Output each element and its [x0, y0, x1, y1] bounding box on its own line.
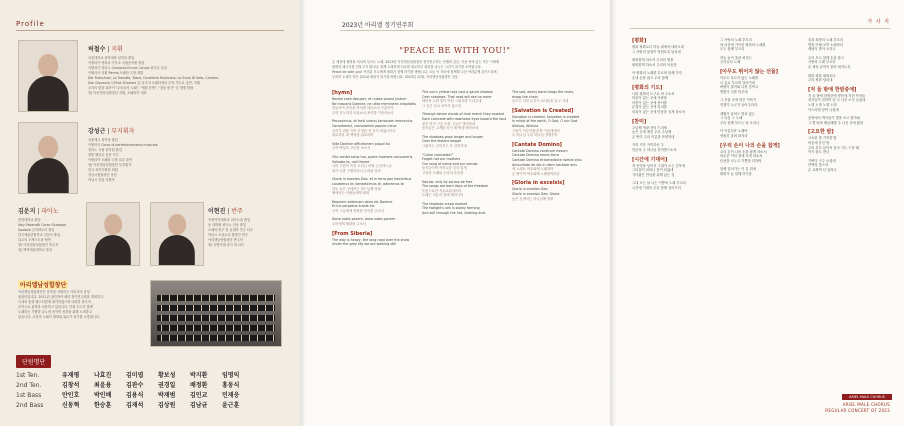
song-title: [시간에 기대어]: [632, 156, 668, 163]
portrait-body: [159, 235, 195, 266]
lyric-line: Salvabo te, noli timere: [332, 159, 370, 164]
lyric-line: And still through the hot, choking dust: [422, 211, 486, 216]
lyric-line: The sun's yellow rays cast a gaunt shadow: [422, 90, 493, 94]
lyric-line: 평화가 늘 함께 하기를: [720, 171, 752, 176]
lyric-line: 온 땅이 주의 이름을 찬양하네: [632, 134, 675, 139]
lyric-line: 땅에서는 사람들에게 평화: [332, 191, 370, 196]
lyric-line: Et lux perpetua luceat eis: [332, 204, 375, 209]
lyric-line: 동방에서 박사들이 별을 보고 찾아와: [808, 116, 860, 121]
lyric-line: 주여 그들에게 영원한 안식을 주소서: [332, 208, 384, 213]
choir-row: [157, 335, 275, 341]
roster-table: [16, 371, 291, 411]
song-title: [평화]: [632, 38, 647, 44]
lyric-line: 내 마음에 가득한 평화의 노래를: [720, 42, 766, 47]
lyric-line: 구원이 이루어졌네 땅 가운데에서: [512, 128, 560, 133]
lyric-line: 주의 부모 앉아서 감사 기도 드릴 때: [808, 145, 859, 150]
lyric-line: 아 평화의 노래를 부르며 함께 가자: [632, 71, 682, 76]
lyric-line: Laudamus te, benedicimus te, adoramus te: [332, 181, 404, 186]
lyric-line: Cito veniet salus tua, quare moerore consumeris: [332, 154, 413, 159]
lyric-line: The sad, weary band drags the chain,: [512, 90, 575, 94]
portrait-head: [38, 136, 58, 160]
lyric-line: 그대 오는 날 나는 기쁨의 노래 부르리: [632, 181, 687, 186]
lyric-line: Gloria in excelsis Deo, et in terra pax hominibus: [332, 177, 412, 182]
lyric-line: Requiem aeternam dona eis Domine: [332, 199, 393, 204]
choir-row: [157, 315, 275, 321]
lyric-line: 아기 잘도 잔다: [808, 150, 830, 155]
lyric-line: 슬프고 지친 무리가 쇠사슬을 끌고 가네: [512, 99, 569, 104]
lyric-line: Each comrade with downcast eyes toward the land: [422, 116, 506, 121]
lyric-line: 그 사랑의 물결이 영원토록 넘치네: [632, 49, 681, 54]
page-gutter: [300, 0, 306, 426]
lyric-line: The way is heavy, the long road over the snow: [332, 237, 410, 242]
song-title: [고요한 밤]: [808, 129, 834, 136]
lyric-line: 오 하나님 우리 하나님 알렐루야: [512, 133, 558, 138]
song-title: [Gloria in excelsis]: [512, 180, 565, 187]
lyric-line: 온 교회여 다 일어나: [808, 167, 837, 172]
lyric-line: 다툼이 있는 곳에 용서를: [632, 100, 667, 105]
lyric-line: Annuntiate de die in diem salutare eius: [512, 162, 577, 167]
lyric-line: 시간에 기대어 우리 함께 걸어가리: [632, 185, 681, 190]
header-rule: [340, 30, 594, 31]
lyric-line: 거룩 거룩 거룩하신 주: [632, 143, 664, 148]
lyric-line: 우리들의 노래: [720, 60, 741, 65]
lyric-line: 평화롭게 하소서 우리의 마음을: [632, 62, 677, 67]
pianist-photo: [86, 202, 140, 266]
roster-row: 1st Bass 안인호 박인배 김용식 박재범 김민교 민재웅: [16, 392, 240, 399]
lyric-line: 의혹이 있는 곳에 믿음을 심게 하소서: [632, 109, 686, 114]
assistant-conductor-bio: 서울예고 성악과 졸업 이탈리아 Corso di perfezionamento musicale 밀라노 국립 음악원 졸업 정통 벨칸토 전문 가수 이탈리아 오페라 극장 다수 출연 현) 아리엘남성합창단 부지휘자 한국 성악가협회 회원 성남시립합창단 상임 하남시 상임 지휘자: [88, 138, 158, 182]
assistant-conductor-photo: [18, 122, 78, 194]
lyric-line: 평화 평화 평화로다: [808, 73, 836, 78]
pianist-name: 김운지 | 피아노: [18, 208, 59, 215]
lyric-line: 그림자는 길어지고 또 길어지네: [422, 143, 467, 148]
lyric-line: 그리움이 피어나 꽃이 되었네: [632, 168, 674, 173]
choir-title: 아리엘남성합창단: [20, 282, 67, 289]
portrait-body: [95, 235, 131, 266]
lyric-line: 우리 함께 부르는 날 오리니: [720, 120, 760, 125]
lyric-line: 미움이 있는 곳에 사랑을: [632, 96, 667, 101]
lyric-line: Dona nobis pacem, dona nobis pacem: [332, 217, 396, 222]
lyrics-column-3: [512, 90, 596, 201]
lyric-line: 별빛이 나를 비추네: [720, 89, 748, 94]
lyric-line: 그 선율 속에 담긴 이야기: [720, 98, 757, 103]
lyric-line: 만백성 맞으라: [808, 163, 829, 168]
lyric-line: 기다림은 만남을 위해 있는 것: [632, 172, 675, 177]
song-title: [Cantate Domino]: [512, 141, 562, 148]
lyric-line: 우리 손이 나의 손을 잡게 하소서: [720, 149, 767, 154]
lyric-line: Sorrow, only by sorrow be free: [422, 179, 473, 184]
portrait-body: [28, 76, 69, 112]
lyric-line: 고요한 밤 거룩한 밤: [808, 136, 837, 141]
lyric-line: 바람이 불어와 나를 감싸고: [720, 85, 759, 90]
lyric-line: In midst of the earth, O God, O our God: [512, 119, 578, 124]
lyric-line: 새날이 밝아 오리니: [808, 47, 836, 52]
roster-label: 단원명단: [16, 355, 51, 368]
lyric-line: The twilight's veil is slowly forming: [422, 206, 480, 211]
conductor-photo: [18, 40, 78, 112]
accompanist-bio: 숙명여자대학교 피아노과 졸업 동 대학원 피아노 전공 졸업 오페라 반주 및 실내악 연주 다수 하남시 소년소녀 합창단 반주 아리엘남성합창단 반주자 현) 숙명여대 강사 외 다수: [208, 218, 254, 247]
lyric-line: 높은 곳에 계신 우리 주님께: [632, 130, 672, 135]
lyric-line: Through dense clouds of dust march they onward: [422, 112, 504, 117]
lyric-line: Rorate caeli desuper, et nubes pluant justum: [332, 97, 407, 101]
profile-header: Profile: [16, 20, 45, 28]
lyric-line: 그 사랑의 노래 부르리: [720, 38, 752, 42]
lyric-line: Peccavimus, et facti sumus tamquam immundus: [332, 119, 413, 124]
choir-row: [157, 325, 275, 331]
song-title: [우리 손이 나의 손을 잡게]: [720, 142, 780, 149]
lyrics-page-left: [300, 0, 610, 426]
roster-row: 2nd Ten. 김창석 최윤용 김관수 권경일 배정환 홍동식: [16, 382, 240, 389]
header-rule: [16, 30, 284, 31]
lyric-line: Under the grey sky we are walking still: [332, 242, 396, 247]
lyric-line: 내가 너를 구원하리니 두려워 말라: [332, 168, 381, 173]
lyric-line: 주여 백성의 고난을 보소서: [332, 146, 371, 151]
lyric-line: 외로운 이의 곁에 서게 하소서: [720, 154, 763, 159]
lyric-line: Our song of home and our sorrow: [422, 161, 478, 166]
lyric-line: Cantate Domino omnis terra: [512, 153, 559, 158]
lyric-line: 영원히 울려 퍼지리: [720, 133, 748, 138]
lyric-line: 평화롭게 하소서 우리의 땅을: [632, 58, 674, 63]
lyric-line: 천사들이 전하여 준 주 나신 소식 들었네: [808, 98, 866, 103]
lyric-line: "Come comrades!": [422, 152, 454, 157]
lyric-line: 위로하라 내 백성을 위로하라: [332, 133, 374, 138]
choir-row: [157, 305, 275, 311]
lyric-line: drags the chain: [512, 94, 538, 99]
lyric-line: 주님께 영광 찬미 드리세: [632, 125, 667, 130]
concert-header: 2023년 아리엘 정기연주회: [342, 22, 414, 29]
lyric-line: 온 땅이여 여호와께 노래할지어다: [512, 171, 560, 176]
page-gutter: [610, 0, 616, 426]
lyric-line: 분열이 있는 곳에 일치를: [632, 105, 667, 110]
lyric-line: 기쁘다 구주 오셨네: [808, 158, 836, 163]
lyric-line: 만군의 주 하나님 찬미받으소서: [632, 147, 677, 152]
lyric-line: 하늘 높이 울려 퍼지는: [720, 55, 752, 60]
song-title: [아무도 뛰어지 않는 선율]: [720, 68, 779, 75]
lyric-line: 언젠가 누군가 들어주리라: [720, 102, 758, 107]
song-title: [평화의 기도]: [632, 84, 663, 91]
lyric-line: 모두 함께 부르리: [720, 47, 745, 52]
lyric-line: 하늘이여 의인을 비처럼 내리소서 구름이여: [332, 106, 394, 111]
lyric-line: Over the distant steppe: [422, 139, 462, 144]
song-title: [Salvation is Created]: [512, 107, 574, 114]
lyric-line: 태양의 노란 빛이 야윈 그림자를 드리우네: [422, 99, 482, 104]
lyric-line: 함께 걸어가는 이 길 위에: [720, 167, 757, 172]
song-title: [From Siberia]: [332, 230, 373, 237]
lyric-line: 너의 구원이 속히 오리니 어찌 근심하느냐: [332, 164, 392, 169]
lyric-line: The songs are born days of the freedom: [422, 184, 489, 189]
song-title: [저 들 밖에 한밤중에]: [808, 86, 857, 93]
lyric-line: 주여 진노하지 마옵소서 죄악을 기억마소서: [332, 110, 394, 115]
portrait-body: [28, 158, 69, 194]
lyric-line: The shadows grow longer and longer: [422, 134, 484, 139]
profile-page: [0, 0, 300, 426]
lyric-line: 그 마음 그 노래: [720, 116, 743, 121]
lyric-line: 노엘 노엘 노엘 노엘: [808, 102, 837, 107]
lyric-line: 노래는 자유의 날에 태어나리: [422, 193, 464, 198]
lyric-line: 저 언덕을 넘어서 그대가 오는 길목에: [632, 163, 686, 168]
lyric-line: 세월이 흘러도 변치 않는: [720, 111, 755, 116]
accompanist-name: 이현진 | 반주: [208, 208, 243, 215]
lyric-line: 아무도 부르지 않는 노래를: [720, 75, 759, 80]
pianist-bio: 한양대학교 졸업 Italy Pavarotti Corso Giuseppe Spadola 콘서바토리 졸업 한국예술종합학교 전문사 졸업 다수의 오케스트라 협연 현) 아리엘남성합창단 반주자 현) 백석예술대학교 출강: [18, 218, 67, 252]
roster-row: 2nd Bass 신동혁 한승훈 김재석 김상원 김남균 윤근훈: [16, 402, 240, 409]
lyric-line: 저 들 밖에 한밤중에 양틈에 자던 목자들: [808, 93, 866, 98]
portrait-head: [168, 214, 186, 235]
lyric-line: 짙은 먼지 구름 속을 그들은 행진하네: [422, 121, 476, 126]
lyrics-column-5: [720, 38, 804, 176]
lyric-line: 높은 곳에서는 하나님께 영광: [512, 196, 554, 201]
lyric-line: Cantate Domino et benedicite nomini eius: [512, 157, 582, 162]
lyrics-column-2: [422, 90, 506, 216]
song-title: [hymn]: [332, 90, 353, 96]
lyric-line: Cantate Domino canticum novum: [512, 148, 568, 153]
lyrics-column-1: [332, 90, 416, 247]
lyric-line: 슬픔을 나누고 기쁨을 더하며: [720, 158, 762, 163]
lyric-line: Vide Domine afflictionem populi tui: [332, 141, 391, 146]
portrait-head: [104, 214, 122, 235]
lyric-line: 온 세상 끝까지 울려 퍼지도록: [808, 64, 851, 69]
lyric-line: 아 아름다운 노래여: [720, 129, 748, 134]
choir-group-photo: [150, 280, 282, 347]
lyric-line: 우리에게 평화를 주소서: [332, 222, 366, 227]
lyric-line: 슬픔으로만 자유로워지리라: [422, 188, 462, 193]
lyric-line: Alleluia, Alleluia: [512, 123, 539, 128]
lyric-line: Over shadows. That road will see no more: [422, 94, 492, 99]
conductor-name: 허철수 | 지휘: [88, 46, 123, 53]
lyric-line: Gloria in excelsis Deo, Gloria: [512, 191, 560, 196]
lyric-line: 사랑의 노래 부르리: [808, 60, 836, 65]
lyric-line: 평화 평화로다 하늘 위에서 내려오네: [632, 45, 684, 49]
lyric-line: 주의 평화 넘치네: [808, 78, 833, 83]
lyric-line: 어둠에 묻힌 밤: [808, 140, 830, 145]
choir-row: [157, 295, 275, 301]
assistant-conductor-name: 강성근 | 부지휘자: [88, 128, 135, 135]
lyric-line: 별빛 아래 모여 노래하리: [808, 42, 843, 47]
footer-text: ARIEL MALE CHORUS REGULAR CONCERT OF 2023: [825, 402, 890, 413]
conductor-bio: 서울대학교 음악대학 성악과 졸업 이탈리아 엔리코 카루소 국립음악원 졸업 이탈리아 밀라노 Concorso Enrico Caruso 최우수 입상 이탈리아 지휘 Parma 오페라 극장 데뷔 Der Freischutz, La Traviata, Tosca, Cavalleria Rusticana, La Scala Di Seta, Carmen, Don Giovanni, L'Elisir D'amore 등 다수의 오페라에서 주역 가수로 공연, 지휘 우리의 밤을 위하여 "우리들의 노래", "세월 운명", "청년 송가" 등 앨범 발매 현) 아리엘남성합창단 지휘, 오페라단 대표: [88, 56, 219, 95]
choir-description: 아리엘남성합창단은 음악을 사랑하는 아마추어 남성 합창단입니다. 2011년 창단하여 매년 정기연주회를 개최하고, 국내외 합창 페스티벌에 참가하였으며 다양한 장르의 음악으로 관객과 소통하고 있습니다. 단원 모두가 함께 노래하는 기쁨을 나누며 음악적 성장을 위해 노력하고 있습니다. 우리의 노래가 평화와 위로가 되기를 소망합니다.: [18, 290, 105, 319]
lyric-line: Forget not our mothers: [422, 157, 461, 162]
footer-tag: ARIEL MALE CHORUS: [842, 394, 892, 400]
accompanist-photo: [150, 202, 204, 266]
lyric-line: 고향의 노래와 우리의 슬픔을: [422, 170, 464, 175]
lyric-line: 나를 평화의 도구로 써 주소서: [632, 91, 675, 96]
lyric-line: 그 길은 다시 보이지 않으리: [422, 103, 462, 108]
header-rule: [630, 28, 890, 29]
lyric-line: 이스라엘 왕이 나셨네: [808, 107, 839, 112]
lyric-line: 우리가 죄를 지어 부정한 자 같이 되었나이다: [332, 128, 396, 133]
lyric-line: 손에 손을 잡고 우리 함께: [632, 75, 669, 80]
lyrics-page-right: [610, 0, 904, 426]
lyric-line: The shadows creep onward: [422, 201, 468, 206]
lyrics-column-4: [632, 38, 716, 190]
lyric-line: 새 노래로 여호와께 노래하라: [512, 167, 554, 172]
lyric-line: 동지들이여 어머니를 잊지 말게: [422, 166, 467, 171]
concert-intro: 온 세상에 평화를 외치며 부르는 노래. 2023년 아리엘남성합창단 정기연주회는 전쟁과 갈등, 아픔 속에 있는 모든 이에게 평화의 메시지를 전하고자 합니다. 함께 노래하며 서로를 위로하고 희망을 나누는 시간이 되기를 소망합니다. Peace be with you! 여러분 모두에게 평화가 함께 하기를 바랍니다. 오늘 이 자리에 함께해 주신 여러분께 감사드리며, 우리의 노래가 작은 위로와 평화가 되기를 바랍니다. 2023년 12월, 아리엘남성합창단 일동: [332, 60, 499, 79]
portrait-head: [38, 54, 58, 78]
lyric-line: Ne irascaris Domine, ne ultra memineris iniquitatis: [332, 101, 416, 106]
song-title: [찬미]: [632, 118, 647, 125]
lyrics-column-6: [808, 38, 892, 172]
concert-theme: "PEACE BE WITH YOU!": [399, 46, 511, 55]
lyric-line: 그 별 따라 베들레헴 주 나신 곳에 왔네: [808, 120, 864, 125]
lyric-line: 꿈과 희망의 노래 부르리: [808, 38, 843, 42]
lyric-line: 동지들은 고개를 숙인 채 땅을 바라보네: [422, 126, 479, 131]
lyric-line: 우리 모두 함께 손을 잡고: [808, 55, 845, 60]
roster-row: 1st Ten. 유재평 나효진 김미엽 황보성 박지환 임명익: [16, 372, 240, 379]
lyric-line: 하늘 높은 곳에서는 하느님께 영광: [332, 186, 381, 191]
lyric-line: 나 홀로 부르며 걸어가네: [720, 80, 755, 85]
lyric-line: Consolamini, consolamini popule meus: [332, 123, 397, 128]
lyric-line: Salvation is created, Salvation is created: [512, 114, 580, 119]
lyric-line: Gloria in excelsis Deo: [512, 187, 548, 192]
lyrics-header: 가 사 지: [867, 19, 890, 25]
